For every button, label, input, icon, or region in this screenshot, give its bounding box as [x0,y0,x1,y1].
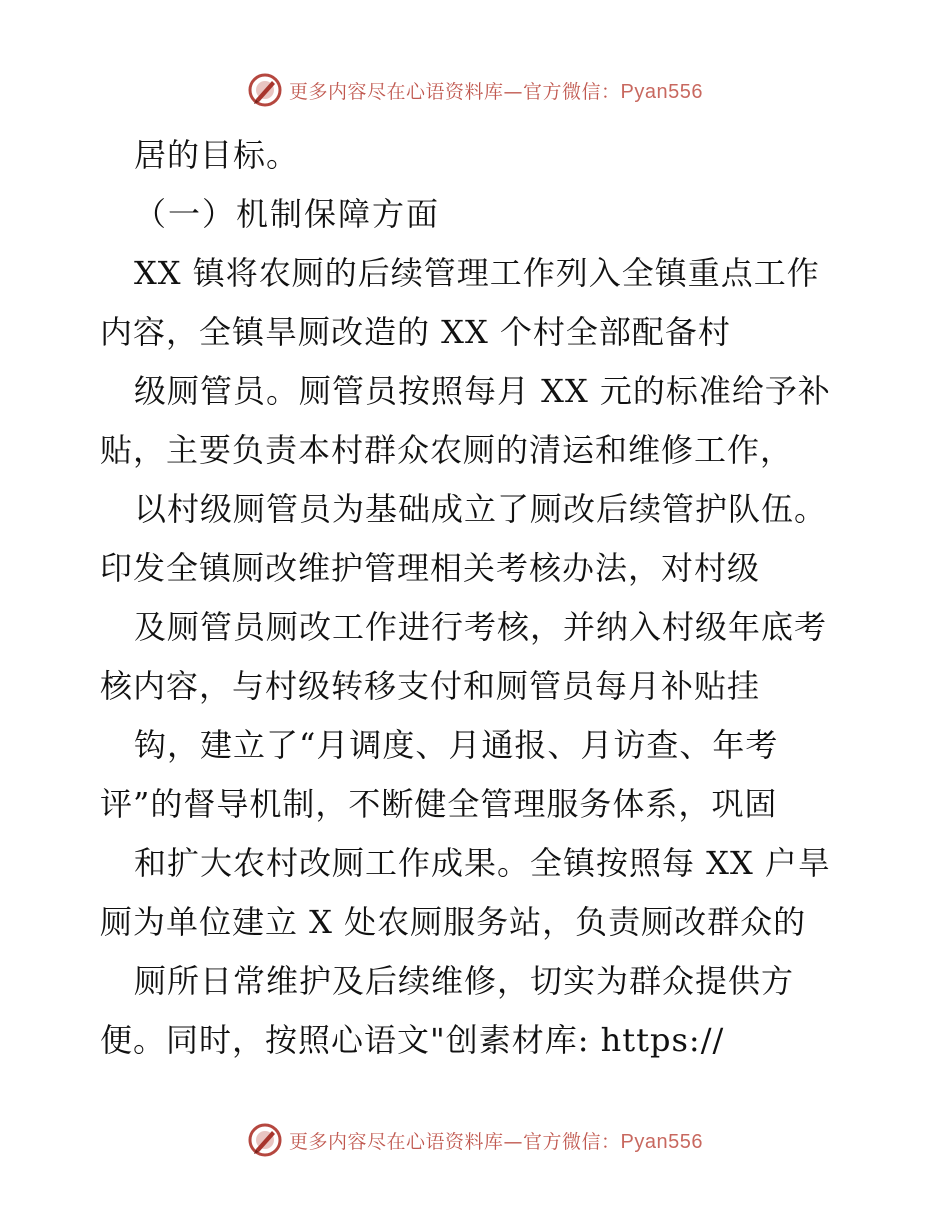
text-line: 内容，全镇旱厕改造的 XX 个村全部配备村 [100,313,731,351]
text-line: 钩，建立了“月调度、月通报、月访查、年考 [134,726,779,764]
footer-watermark [0,1118,950,1162]
pen-circle-icon [247,1122,283,1158]
text-line: 以村级厕管员为基础成立了厕改后续管护队伍。 [134,490,828,528]
text-line: 厕为单位建立 X 处农厕服务站，负责厕改群众的 [100,903,807,941]
section-heading: （一）机制保障方面 [134,195,441,233]
text-line: 及厕管员厕改工作进行考核，并纳入村级年底考 [134,608,828,646]
document-body [0,126,950,1070]
text-line: 印发全镇厕改维护管理相关考核办法，对村级 [100,549,761,587]
watermark-text: 更多内容尽在心语资料库—官方微信：Pyan556 [289,80,703,103]
text-line: 和扩大农村改厕工作成果。全镇按照每 XX 户旱 [134,844,831,882]
text-line: 厕所日常维护及后续维修，切实为群众提供方 [134,962,795,1000]
header-watermark [0,68,950,112]
text-line: 贴，主要负责本村群众农厕的清运和维修工作， [100,431,794,469]
text-line: 便。同时，按照心语文"创素材库: https:// [100,1021,725,1059]
text-line: 居的目标。 [134,136,300,174]
text-line: XX 镇将农厕的后续管理工作列入全镇重点工作 [134,254,820,292]
text-line: 评”的督导机制，不断健全管理服务体系，巩固 [100,785,778,823]
pen-circle-icon [247,72,283,108]
watermark-text: 更多内容尽在心语资料库—官方微信：Pyan556 [289,1130,703,1153]
text-line: 级厕管员。厕管员按照每月 XX 元的标准给予补 [134,372,831,410]
text-line: 核内容，与村级转移支付和厕管员每月补贴挂 [100,667,761,705]
